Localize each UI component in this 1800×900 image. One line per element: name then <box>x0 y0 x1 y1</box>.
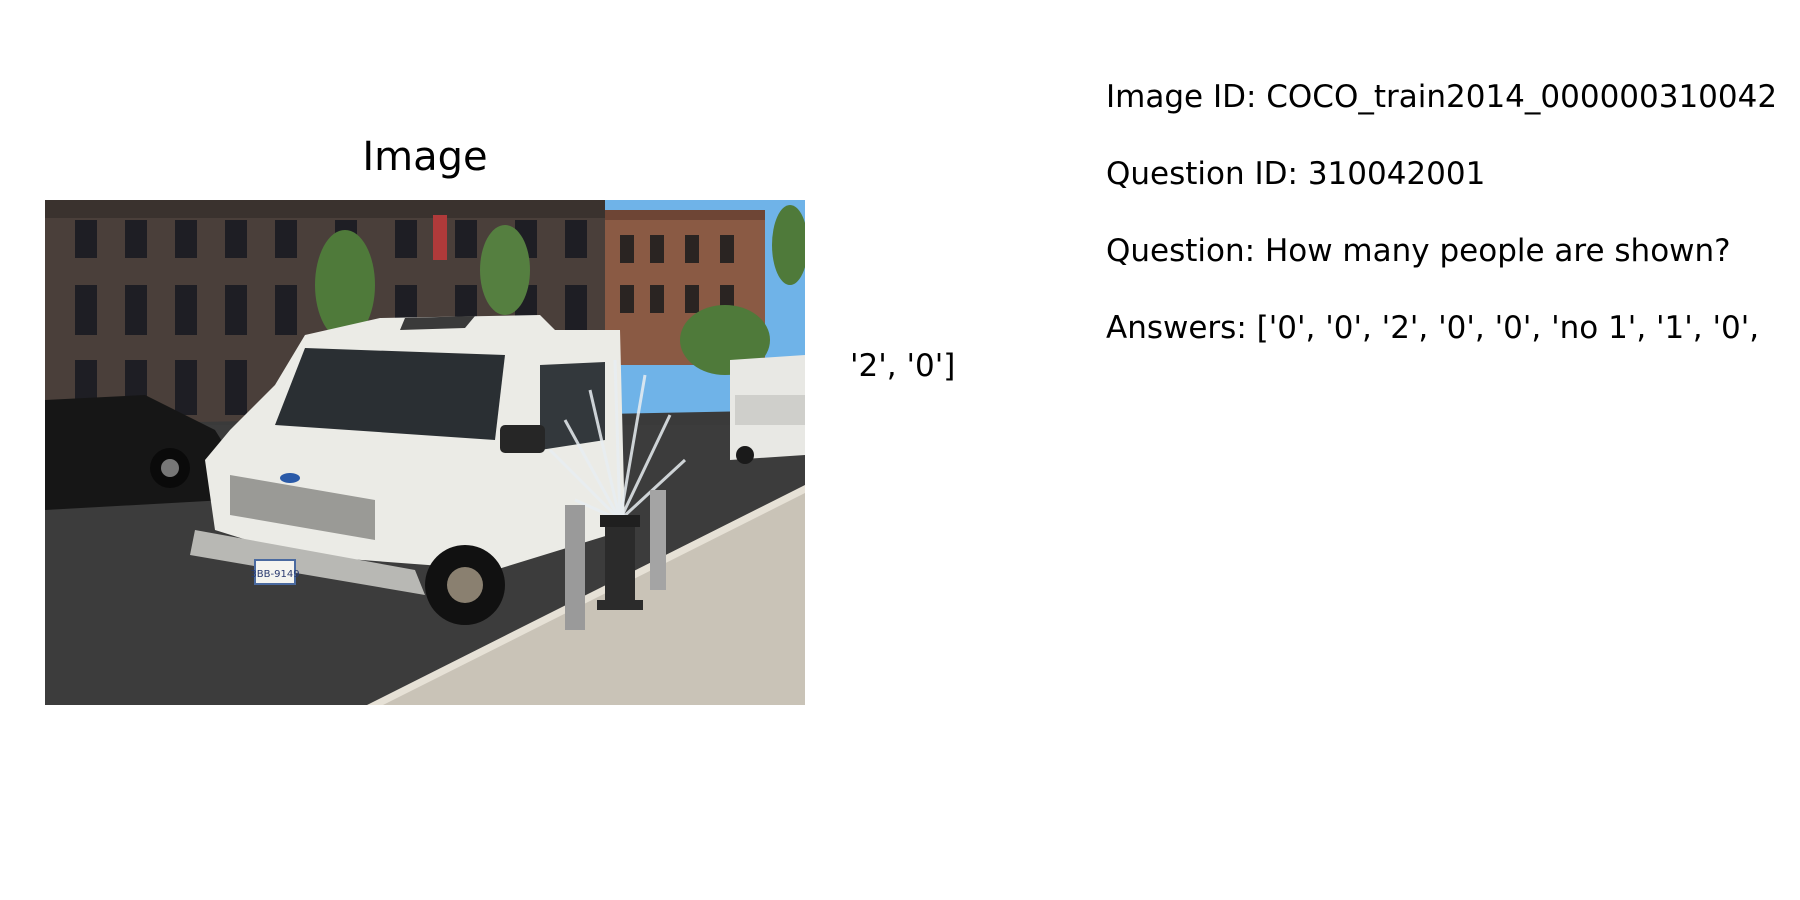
image-panel-title: Image <box>362 134 488 180</box>
question-text: Question: How many people are shown? <box>1106 233 1731 269</box>
street-photo <box>45 200 805 705</box>
question-id-text: Question ID: 310042001 <box>1106 156 1486 192</box>
license-plate: 3BB-9149 <box>250 569 300 580</box>
image-id-text: Image ID: COCO_train2014_000000310042 <box>1106 79 1778 115</box>
answers-text: Answers: ['0', '0', '2', '0', '0', 'no 1', '1', '0', '2', '0'] <box>850 310 1760 384</box>
street-scene-illustration <box>45 200 805 705</box>
flag <box>433 215 447 260</box>
metadata-panel <box>850 78 1790 424</box>
side-window <box>540 362 605 450</box>
windshield <box>275 348 505 440</box>
distant-van <box>730 355 805 464</box>
